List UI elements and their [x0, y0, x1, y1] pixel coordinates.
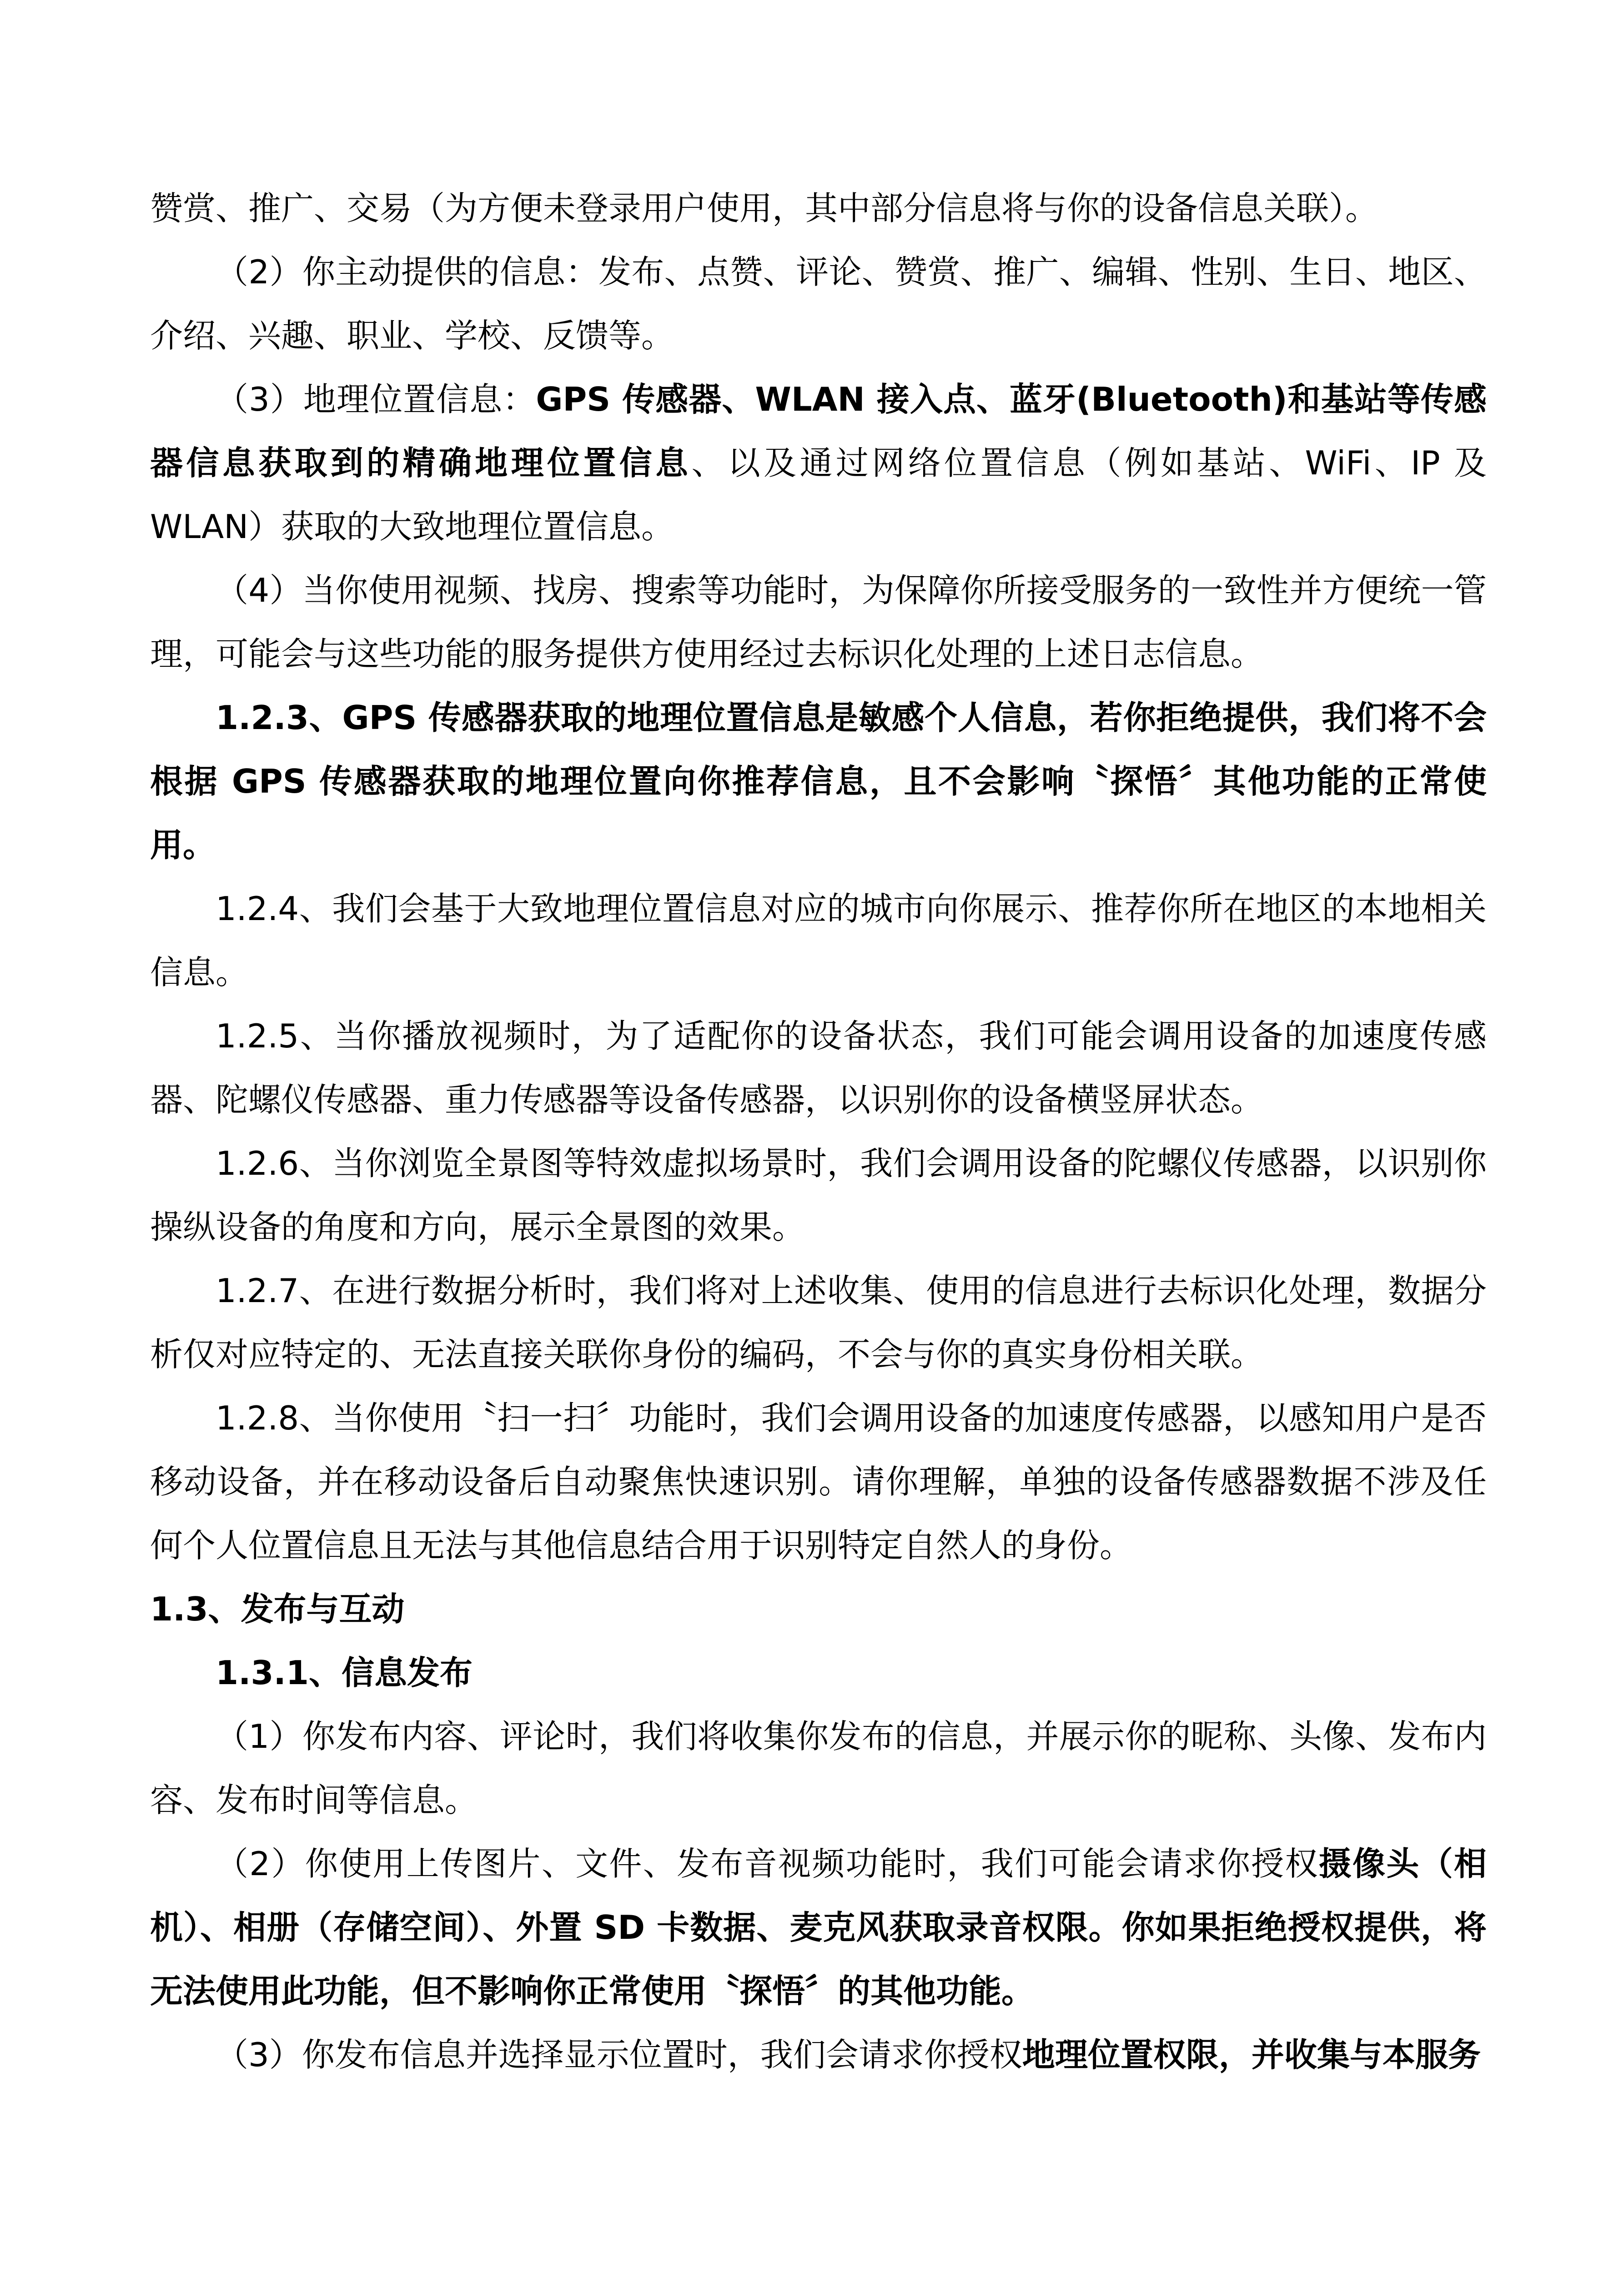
text-run: （3）你发布信息并选择显示位置时，我们会请求你授权 [216, 2036, 1022, 2074]
text-run: 1.2.5、当你播放视频时，为了适配你的设备状态，我们可能会调用设备的加速度传感器、陀螺仪传感器、重力传感器等设备传感器，以识别你的设备横竖屏状态。 [150, 1017, 1487, 1119]
section-heading-text: 1.3、发布与互动 [150, 1590, 405, 1628]
body-paragraph-6 [150, 877, 1487, 1004]
section-1-3-1-paragraph-2 [150, 1832, 1487, 2023]
body-paragraph-10 [150, 1386, 1487, 1577]
section-1-3-1-paragraph-1 [150, 1705, 1487, 1832]
text-run: 1.2.8、当你使用〝扫一扫〞功能时，我们会调用设备的加速度传感器，以感知用户是否移动设备，并在移动设备后自动聚焦快速识别。请你理解，单独的设备传感器数据不涉及任何个人位置信息且无法与其他信息结合用于识别特定自然人的身份。 [150, 1399, 1487, 1565]
body-text-before [150, 176, 1487, 1577]
body-paragraph-3 [150, 367, 1487, 558]
text-run: 1.2.6、当你浏览全景图等特效虚拟场景时，我们会调用设备的陀螺仪传感器，以识别你操纵设备的角度和方向，展示全景图的效果。 [150, 1144, 1487, 1246]
subsection-heading [150, 1641, 1487, 1705]
body-paragraph-5 [150, 686, 1487, 877]
body-text-after [150, 1705, 1487, 2087]
text-run: 1.2.4、我们会基于大致地理位置信息对应的城市向你展示、推荐你所在地区的本地相关信息。 [150, 890, 1487, 991]
text-run: GPS 传感器、WLAN 接入点、蓝牙(Bluetooth)和基站等传感器信息获取到的精确地理位置信息 [150, 380, 1487, 482]
text-run: （4）当你使用视频、找房、搜索等功能时，为保障你所接受服务的一致性并方便统一管理，可能会与这些功能的服务提供方使用经过去标识化处理的上述日志信息。 [150, 571, 1487, 673]
body-paragraph-2 [150, 240, 1487, 367]
text-run: （2）你主动提供的信息：发布、点赞、评论、赞赏、推广、编辑、性别、生日、地区、介绍、兴趣、职业、学校、反馈等。 [150, 253, 1487, 355]
section-heading [150, 1577, 1487, 1641]
text-run: （3）地理位置信息： [216, 380, 536, 418]
section-1-3-1-paragraph-3 [150, 2023, 1487, 2087]
text-run: 1.2.3、GPS 传感器获取的地理位置信息是敏感个人信息，若你拒绝提供，我们将不会根据 GPS 传感器获取的地理位置向你推荐信息，且不会影响〝探悟〞其他功能的正常使用。 [150, 699, 1487, 864]
body-paragraph-1 [150, 176, 1487, 240]
text-run: 摄像头（相机）、相册（存储空间）、外置 SD 卡数据、麦克风获取录音权限。你如果拒绝授权提供，将无法使用此功能，但不影响你正常使用〝探悟〞的其他功能。 [150, 1845, 1487, 2010]
text-run: 赞赏、推广、交易（为方便未登录用户使用，其中部分信息将与你的设备信息关联）。 [150, 189, 1378, 227]
subsection-heading-text: 1.3.1、信息发布 [216, 1654, 473, 1692]
text-run: 地理位置权限，并收集与本服务 [1022, 2036, 1481, 2074]
text-run: （1）你发布内容、评论时，我们将收集你发布的信息，并展示你的昵称、头像、发布内容、发布时间等信息。 [150, 1717, 1487, 1819]
text-run: （2）你使用上传图片、文件、发布音视频功能时，我们可能会请求你授权 [216, 1845, 1319, 1883]
body-paragraph-8 [150, 1132, 1487, 1259]
text-run: 1.2.7、在进行数据分析时，我们将对上述收集、使用的信息进行去标识化处理，数据分析仅对应特定的、无法直接关联你身份的编码，不会与你的真实身份相关联。 [150, 1272, 1487, 1373]
body-paragraph-7 [150, 1004, 1487, 1132]
text-run: 、以及通过网络位置信息（例如基站、WiFi、IP 及 WLAN）获取的大致地理位置信息。 [150, 444, 1487, 546]
body-paragraph-4 [150, 558, 1487, 686]
body-paragraph-9 [150, 1259, 1487, 1386]
